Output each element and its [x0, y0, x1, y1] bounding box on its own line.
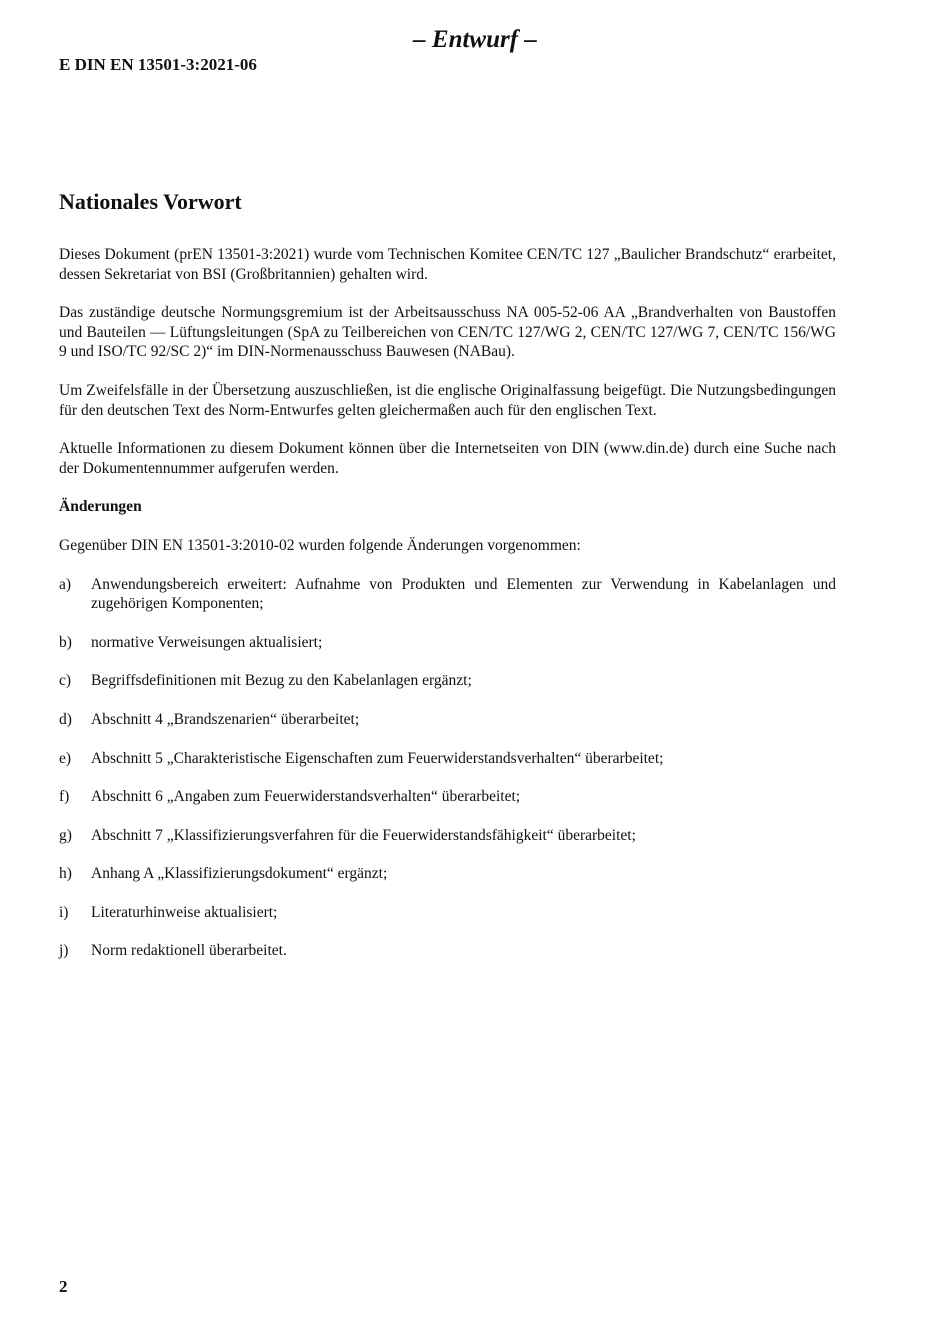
section-title: Nationales Vorwort: [59, 189, 242, 214]
list-item: [59, 633, 836, 653]
list-item: [59, 710, 836, 730]
list-item-text: Literaturhinweise aktualisiert;: [91, 903, 278, 921]
list-item: [59, 903, 836, 923]
draft-watermark-title: – Entwurf –: [413, 26, 537, 53]
list-marker: a): [59, 575, 72, 593]
paragraph: Dieses Dokument (prEN 13501-3:2021) wurde vom Technischen Komitee CEN/TC 127 „Baulicher Brandschutz“ erarbeitet, dessen Sekretariat von BSI (Großbritannien) gehalten wird.: [59, 246, 836, 283]
list-item: [59, 787, 836, 807]
document-identifier: E DIN EN 13501-3:2021-06: [59, 55, 257, 74]
list-item: [59, 864, 836, 884]
changes-heading: Änderungen: [59, 498, 142, 516]
list-item-text: Abschnitt 7 „Klassifizierungsverfahren für die Feuerwiderstandsfähigkeit“ überarbeitet;: [91, 826, 636, 844]
page-number: 2: [59, 1277, 68, 1296]
list-marker: b): [59, 633, 72, 651]
paragraph: Das zuständige deutsche Normungsgremium ist der Arbeitsausschuss NA 005-52-06 AA „Brandverhalten von Baustoffen und Bauteilen — Lüftungsleitungen (SpA zu Teilbereichen von CEN/TC 127/WG 2, CEN/TC 127/WG 7, CEN/TC 156/WG 9 und ISO/TC 92/SC 2)“ im DIN-Normenausschuss Bauwesen (NABau).: [59, 304, 836, 361]
list-item-text: Abschnitt 6 „Angaben zum Feuerwiderstandsverhalten“ überarbeitet;: [91, 788, 521, 806]
list-item-text: normative Verweisungen aktualisiert;: [91, 633, 323, 651]
list-item-text: Begriffsdefinitionen mit Bezug zu den Kabelanlagen ergänzt;: [91, 672, 472, 690]
list-marker: j): [59, 942, 69, 960]
list-item-text: Abschnitt 5 „Charakteristische Eigenschaften zum Feuerwiderstandsverhalten“ überarbeitet;: [91, 749, 664, 767]
list-marker: e): [59, 749, 72, 767]
page-content: [59, 186, 836, 980]
list-marker: i): [59, 903, 69, 921]
paragraph: Aktuelle Informationen zu diesem Dokument können über die Internetseiten von DIN (www.din.de) durch eine Suche nach der Dokumentennummer aufgerufen werden.: [59, 440, 836, 477]
list-item: [59, 575, 836, 614]
list-item: [59, 671, 836, 691]
changes-list: [59, 575, 836, 962]
list-item-text: Norm redaktionell überarbeitet.: [91, 942, 287, 960]
list-item-text: Abschnitt 4 „Brandszenarien“ überarbeitet;: [91, 710, 360, 728]
paragraph: Um Zweifelsfälle in der Übersetzung auszuschließen, ist die englische Originalfassung beigefügt. Die Nutzungsbedingungen für den deutschen Text des Norm-Entwurfes gelten gleichermaßen auch für den englischen Text.: [59, 381, 836, 419]
list-item: [59, 941, 836, 961]
list-item-text: Anhang A „Klassifizierungsdokument“ ergänzt;: [91, 865, 388, 883]
list-marker: c): [59, 672, 72, 690]
list-item: [59, 826, 836, 846]
changes-intro: Gegenüber DIN EN 13501-3:2010-02 wurden folgende Änderungen vorgenommen:: [59, 536, 581, 554]
list-item-text: Anwendungsbereich erweitert: Aufnahme von Produkten und Elementen zur Verwendung in Kabelanlagen und zugehörigen Komponenten;: [91, 575, 836, 613]
list-marker: f): [59, 788, 70, 806]
list-marker: d): [59, 710, 72, 728]
list-marker: h): [59, 865, 72, 883]
list-marker: g): [59, 826, 72, 844]
list-item: [59, 749, 836, 769]
